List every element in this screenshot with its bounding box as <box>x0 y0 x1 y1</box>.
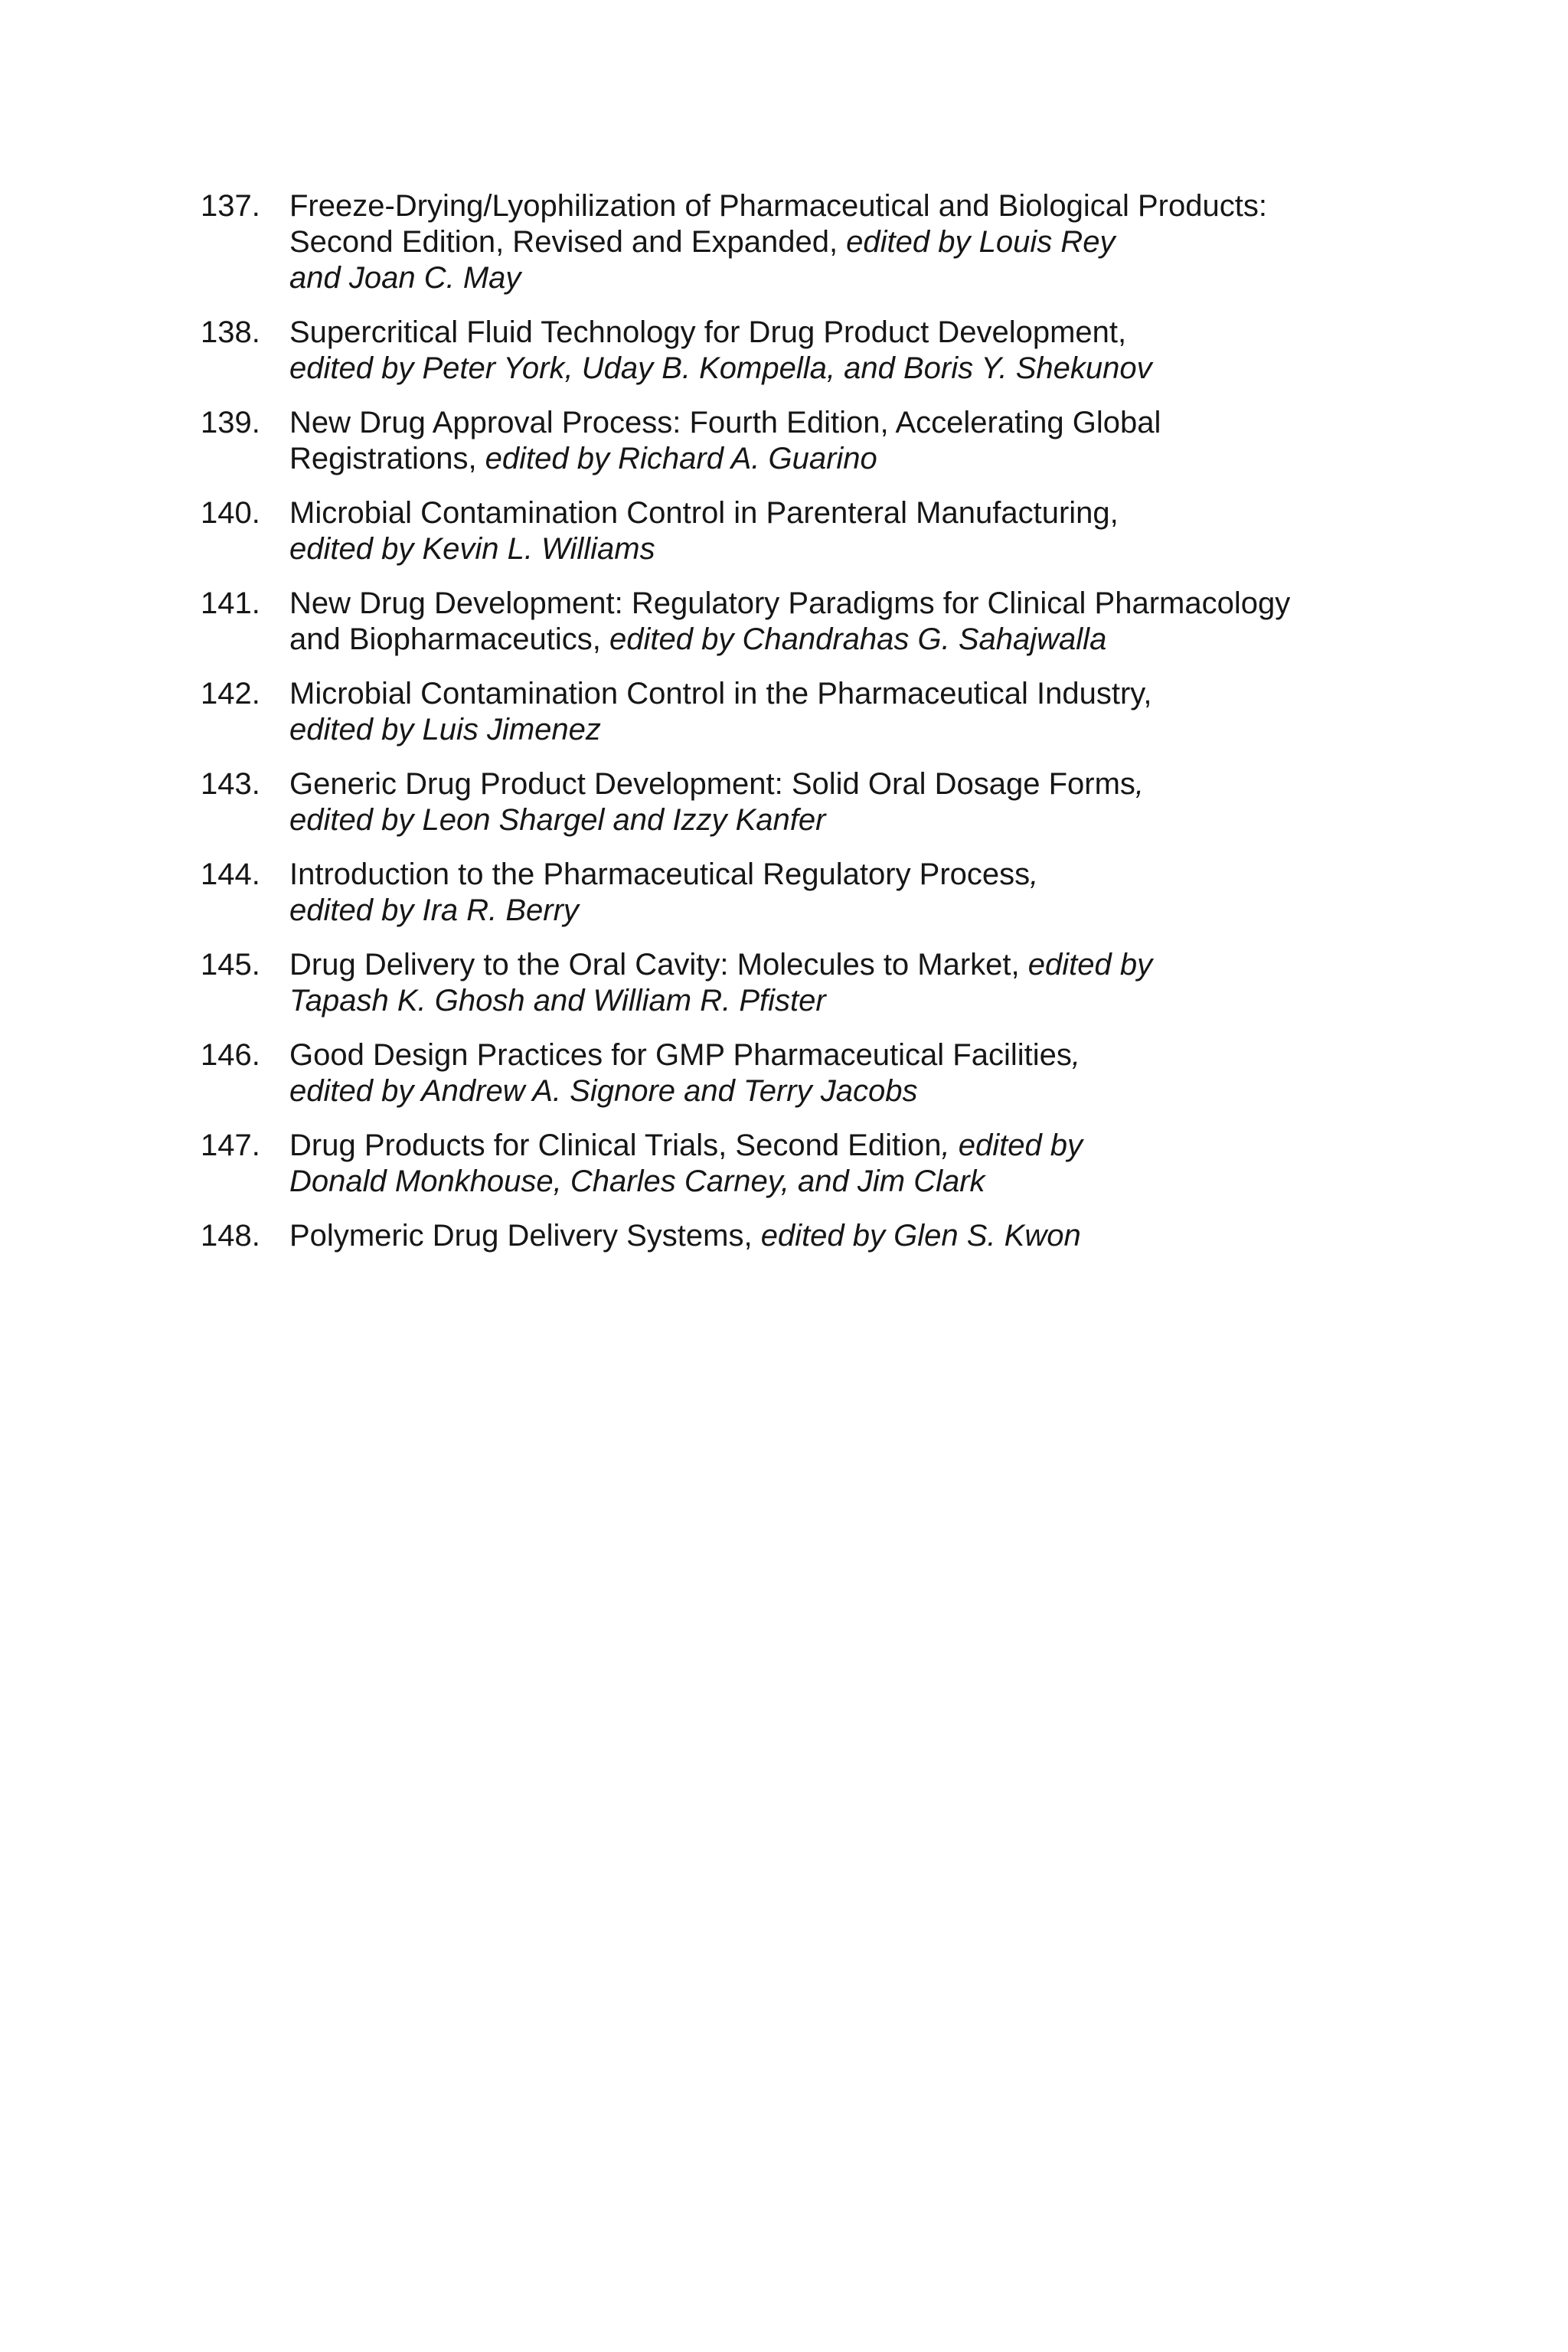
editor-text: edited by Ira R. Berry <box>289 893 579 927</box>
title-text: Good Design Practices for GMP Pharmaceutical Facilities <box>289 1038 1072 1072</box>
editor-text: , <box>1030 858 1039 891</box>
editor-text: edited by Luis Jimenez <box>289 713 601 746</box>
editor-text: Donald Monkhouse, Charles Carney, and Jim Clark <box>289 1165 985 1198</box>
title-text: Microbial Contamination Control in the Pharmaceutical Industry, <box>289 677 1152 710</box>
title-text: Drug Delivery to the Oral Cavity: Molecules to Market, <box>289 948 1028 982</box>
entry-citation <box>289 586 1395 658</box>
editor-text: and Joan C. May <box>289 261 521 295</box>
citation-line <box>289 1164 1395 1200</box>
entry-citation <box>289 405 1395 477</box>
entry-number: 141. <box>201 586 260 620</box>
entry-number: 137. <box>201 189 260 223</box>
citation-line <box>289 1037 1395 1073</box>
citation-line <box>289 441 1395 477</box>
entry-number: 138. <box>201 315 260 349</box>
entry-number: 144. <box>201 858 260 891</box>
entry-number: 139. <box>201 406 260 439</box>
entry-citation <box>289 766 1395 838</box>
list-item <box>201 586 1395 658</box>
citation-line <box>289 857 1395 893</box>
editor-text: Tapash K. Ghosh and William R. Pfister <box>289 984 826 1018</box>
citation-line <box>289 893 1395 929</box>
editor-text: , <box>1071 1038 1080 1072</box>
list-item <box>201 947 1395 1019</box>
title-text: Freeze-Drying/Lyophilization of Pharmaceutical and Biological Products: <box>289 189 1267 223</box>
entry-citation <box>289 947 1395 1019</box>
list-item <box>201 766 1395 838</box>
book-series-list <box>201 188 1395 1272</box>
citation-line <box>289 260 1395 296</box>
entry-citation <box>289 495 1395 567</box>
entry-number: 145. <box>201 948 260 982</box>
list-item <box>201 405 1395 477</box>
citation-line <box>289 586 1395 622</box>
title-text: Polymeric Drug Delivery Systems, <box>289 1219 761 1253</box>
citation-line <box>289 947 1395 983</box>
list-item <box>201 1218 1395 1254</box>
editor-text: edited by Glen S. Kwon <box>760 1219 1081 1253</box>
editor-text: edited by Kevin L. Williams <box>289 532 655 566</box>
title-text: Supercritical Fluid Technology for Drug Product Development, <box>289 315 1127 349</box>
title-text: New Drug Development: Regulatory Paradigms for Clinical Pharmacology <box>289 586 1291 620</box>
list-item <box>201 1128 1395 1200</box>
title-text: Drug Products for Clinical Trials, Second Edition <box>289 1129 942 1162</box>
citation-line <box>289 802 1395 838</box>
list-item <box>201 1037 1395 1109</box>
entry-number: 140. <box>201 496 260 530</box>
citation-line <box>289 224 1395 260</box>
citation-line <box>289 495 1395 531</box>
citation-line <box>289 622 1395 658</box>
entry-number: 148. <box>201 1219 260 1253</box>
editor-text: edited by Leon Shargel and Izzy Kanfer <box>289 803 826 837</box>
entry-number: 142. <box>201 677 260 710</box>
citation-line <box>289 1073 1395 1109</box>
citation-line <box>289 1218 1395 1254</box>
citation-line <box>289 1128 1395 1164</box>
editor-text: edited by Chandrahas G. Sahajwalla <box>609 622 1107 656</box>
editor-text: edited by Andrew A. Signore and Terry Jacobs <box>289 1074 918 1108</box>
citation-line <box>289 188 1395 224</box>
editor-text: edited by Richard A. Guarino <box>485 442 877 475</box>
editor-text: edited by Peter York, Uday B. Kompella, and Boris Y. Shekunov <box>289 351 1152 385</box>
editor-text: edited by <box>1027 948 1153 982</box>
entry-citation <box>289 1128 1395 1200</box>
entry-citation <box>289 1218 1395 1254</box>
editor-text: , <box>1135 767 1145 801</box>
editor-text: , edited by <box>941 1129 1083 1162</box>
citation-line <box>289 766 1395 802</box>
list-item <box>201 676 1395 748</box>
entry-citation <box>289 315 1395 387</box>
citation-line <box>289 712 1395 748</box>
entry-number: 147. <box>201 1129 260 1162</box>
editor-text: edited by Louis Rey <box>846 225 1116 259</box>
entry-number: 146. <box>201 1038 260 1072</box>
title-text: and Biopharmaceutics, <box>289 622 610 656</box>
list-item <box>201 315 1395 387</box>
list-item <box>201 188 1395 296</box>
entry-citation <box>289 1037 1395 1109</box>
citation-line <box>289 351 1395 387</box>
title-text: Generic Drug Product Development: Solid Oral Dosage Forms <box>289 767 1135 801</box>
title-text: New Drug Approval Process: Fourth Edition, Accelerating Global <box>289 406 1161 439</box>
title-text: Introduction to the Pharmaceutical Regulatory Process <box>289 858 1031 891</box>
title-text: Microbial Contamination Control in Parenteral Manufacturing, <box>289 496 1119 530</box>
list-item <box>201 495 1395 567</box>
citation-line <box>289 405 1395 441</box>
citation-line <box>289 983 1395 1019</box>
citation-line <box>289 315 1395 351</box>
title-text: Second Edition, Revised and Expanded, <box>289 225 847 259</box>
entry-number: 143. <box>201 767 260 801</box>
entry-citation <box>289 676 1395 748</box>
entry-citation <box>289 188 1395 296</box>
citation-line <box>289 531 1395 567</box>
list-item <box>201 857 1395 929</box>
entry-citation <box>289 857 1395 929</box>
citation-line <box>289 676 1395 712</box>
title-text: Registrations, <box>289 442 485 475</box>
